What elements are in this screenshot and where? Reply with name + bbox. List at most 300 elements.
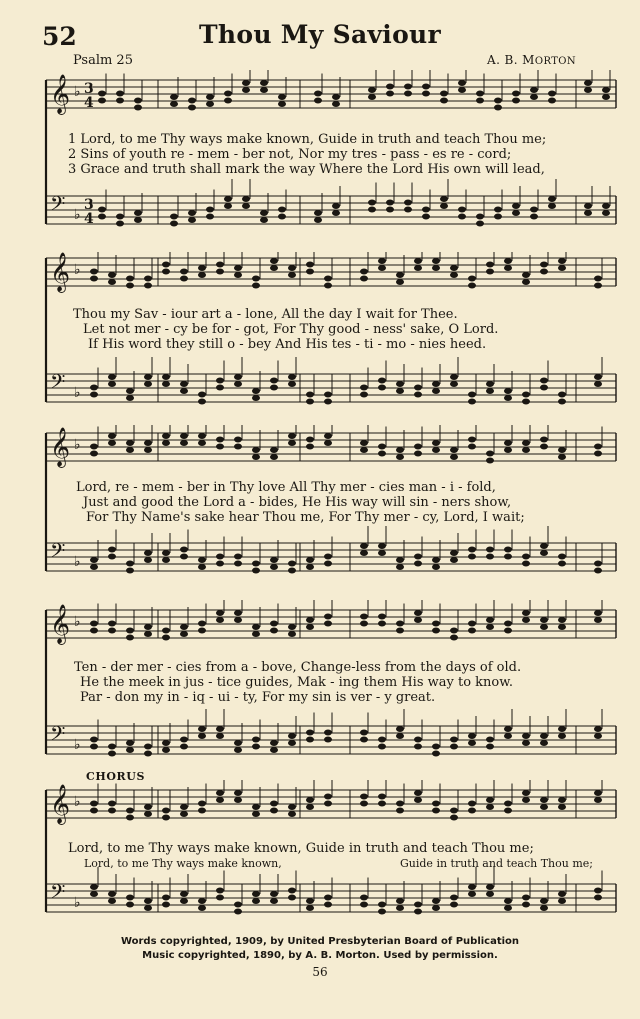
note-head <box>468 276 476 282</box>
note-head <box>224 196 232 202</box>
note-head <box>486 269 494 275</box>
note-head <box>360 543 368 549</box>
note-head <box>180 898 188 904</box>
note-head <box>324 794 332 800</box>
note-head <box>314 98 322 104</box>
note-head <box>360 737 368 743</box>
note-head <box>548 196 556 202</box>
note-head <box>432 751 440 757</box>
verse-line-1: 1 Lord, to me Thy ways make known, Guide in truth and teach Thou me; <box>68 132 547 147</box>
note-head <box>126 283 134 289</box>
note-head <box>144 440 152 446</box>
note-head <box>414 790 422 796</box>
note-head <box>162 740 170 746</box>
note-head <box>396 388 404 394</box>
verse-line-3: 3 Grace and truth shall mark the way Where the Lord His own will lead, <box>68 162 545 177</box>
treble-staff <box>46 252 616 293</box>
note-head <box>558 898 566 904</box>
note-head <box>360 730 368 736</box>
note-head <box>162 381 170 387</box>
note-head <box>432 808 440 814</box>
note-head <box>432 381 440 387</box>
note-head <box>450 550 458 556</box>
music-system-1 <box>38 70 618 260</box>
time-signature-top: 3 <box>84 81 94 97</box>
treble-clef: 𝄞 <box>50 252 71 292</box>
note-head <box>90 621 98 627</box>
note-head <box>306 269 314 275</box>
note-head <box>288 624 296 630</box>
note-head <box>594 276 602 282</box>
note-head <box>360 276 368 282</box>
note-head <box>468 628 476 634</box>
note-head <box>396 279 404 285</box>
note-head <box>306 730 314 736</box>
note-head <box>108 279 116 285</box>
note-head <box>486 804 494 810</box>
note-head <box>260 80 268 86</box>
note-head <box>378 744 386 750</box>
note-head <box>170 101 178 107</box>
note-head <box>504 554 512 560</box>
note-head <box>360 895 368 901</box>
note-head <box>486 388 494 394</box>
note-head <box>324 561 332 567</box>
note-head <box>206 207 214 213</box>
treble-clef: 𝄞 <box>50 784 71 824</box>
note-head <box>288 733 296 739</box>
note-head <box>540 550 548 556</box>
note-head <box>252 804 260 810</box>
note-head <box>414 561 422 567</box>
note-head <box>396 898 404 904</box>
note-head <box>368 87 376 93</box>
note-head <box>486 891 494 897</box>
note-head <box>360 550 368 556</box>
note-head <box>468 740 476 746</box>
note-head <box>162 550 170 556</box>
note-head <box>594 444 602 450</box>
note-head <box>458 214 466 220</box>
note-head <box>144 624 152 630</box>
note-head <box>558 726 566 732</box>
note-head <box>288 631 296 637</box>
note-head <box>378 385 386 391</box>
note-head <box>368 200 376 206</box>
note-head <box>198 905 206 911</box>
note-head <box>558 392 566 398</box>
note-head <box>252 561 260 567</box>
note-head <box>360 801 368 807</box>
note-head <box>450 628 458 634</box>
note-head <box>522 272 530 278</box>
note-head <box>396 381 404 387</box>
note-head <box>216 733 224 739</box>
note-head <box>144 550 152 556</box>
page-number: 56 <box>312 965 328 979</box>
note-head <box>144 744 152 750</box>
note-head <box>180 631 188 637</box>
note-head <box>360 794 368 800</box>
note-head <box>198 628 206 634</box>
note-head <box>126 635 134 641</box>
note-head <box>288 374 296 380</box>
note-head <box>270 628 278 634</box>
note-head <box>504 801 512 807</box>
note-head <box>270 265 278 271</box>
composer-credit <box>487 53 576 67</box>
note-head <box>378 378 386 384</box>
note-head <box>476 98 484 104</box>
note-head <box>422 84 430 90</box>
note-head <box>234 797 242 803</box>
note-head <box>162 440 170 446</box>
note-head <box>288 440 296 446</box>
note-head <box>306 737 314 743</box>
note-head <box>522 279 530 285</box>
note-head <box>540 617 548 623</box>
note-head <box>126 815 134 821</box>
note-head <box>306 262 314 268</box>
note-head <box>432 440 440 446</box>
note-head <box>134 105 142 111</box>
note-head <box>198 801 206 807</box>
note-head <box>602 94 610 100</box>
note-head <box>540 262 548 268</box>
note-head <box>288 433 296 439</box>
note-head <box>252 454 260 460</box>
bass-staff <box>46 357 616 405</box>
note-head <box>198 898 206 904</box>
note-head <box>234 437 242 443</box>
note-head <box>270 385 278 391</box>
note-head <box>558 804 566 810</box>
note-head <box>558 554 566 560</box>
note-head <box>306 437 314 443</box>
note-head <box>144 276 152 282</box>
note-head <box>414 902 422 908</box>
note-head <box>270 808 278 814</box>
note-head <box>108 744 116 750</box>
scripture-reference: Psalm 25 <box>73 53 133 68</box>
note-head <box>90 628 98 634</box>
note-head <box>234 381 242 387</box>
note-head <box>558 258 566 264</box>
note-head <box>116 91 124 97</box>
note-head <box>180 388 188 394</box>
note-head <box>206 214 214 220</box>
note-head <box>540 624 548 630</box>
note-head <box>468 621 476 627</box>
note-head <box>234 374 242 380</box>
note-head <box>288 888 296 894</box>
note-head <box>180 891 188 897</box>
note-head <box>98 98 106 104</box>
note-head <box>584 203 592 209</box>
note-head <box>422 214 430 220</box>
note-head <box>396 801 404 807</box>
note-head <box>252 388 260 394</box>
note-head <box>126 902 134 908</box>
note-head <box>468 554 476 560</box>
note-head <box>504 440 512 446</box>
note-head <box>476 91 484 97</box>
note-head <box>486 624 494 630</box>
note-head <box>206 94 214 100</box>
note-head <box>162 902 170 908</box>
note-head <box>288 895 296 901</box>
note-head <box>558 447 566 453</box>
note-head <box>90 276 98 282</box>
note-head <box>170 214 178 220</box>
note-head <box>126 561 134 567</box>
note-head <box>144 905 152 911</box>
note-head <box>378 737 386 743</box>
note-head <box>116 214 124 220</box>
note-head <box>324 433 332 439</box>
note-head <box>162 269 170 275</box>
note-head <box>396 447 404 453</box>
note-head <box>450 902 458 908</box>
note-head <box>90 269 98 275</box>
note-head <box>216 269 224 275</box>
note-head <box>188 217 196 223</box>
note-head <box>378 794 386 800</box>
note-head <box>486 451 494 457</box>
note-head <box>108 891 116 897</box>
note-head <box>522 399 530 405</box>
composer-initials: A. B. M <box>487 53 535 67</box>
note-head <box>270 801 278 807</box>
note-head <box>234 790 242 796</box>
note-head <box>504 258 512 264</box>
key-signature-flat: ♭ <box>74 554 81 570</box>
note-head <box>224 98 232 104</box>
note-head <box>198 726 206 732</box>
note-head <box>234 265 242 271</box>
note-head <box>486 554 494 560</box>
note-head <box>378 902 386 908</box>
chorus-lyric-echo-b: Guide in truth and teach Thou me; <box>400 857 593 870</box>
note-head <box>414 617 422 623</box>
note-head <box>540 804 548 810</box>
note-head <box>324 801 332 807</box>
note-head <box>378 258 386 264</box>
note-head <box>594 283 602 289</box>
music-copyright: Music copyrighted, 1890, by A. B. Morton. Used by permission. <box>142 950 498 961</box>
note-head <box>252 276 260 282</box>
time-signature-top: 3 <box>84 197 94 213</box>
treble-staff <box>46 780 616 825</box>
note-head <box>360 269 368 275</box>
note-head <box>162 635 170 641</box>
note-head <box>252 568 260 574</box>
note-head <box>98 91 106 97</box>
note-head <box>512 210 520 216</box>
note-head <box>306 392 314 398</box>
note-head <box>450 272 458 278</box>
note-head <box>126 276 134 282</box>
note-head <box>234 740 242 746</box>
note-head <box>432 447 440 453</box>
note-head <box>414 610 422 616</box>
note-head <box>530 87 538 93</box>
note-head <box>270 898 278 904</box>
note-head <box>432 744 440 750</box>
note-head <box>396 726 404 732</box>
note-head <box>396 621 404 627</box>
note-head <box>458 207 466 213</box>
note-head <box>504 265 512 271</box>
bass-clef: 𝄢 <box>50 880 66 908</box>
note-head <box>252 898 260 904</box>
note-head <box>522 740 530 746</box>
note-head <box>396 808 404 814</box>
note-head <box>288 804 296 810</box>
note-head <box>198 557 206 563</box>
note-head <box>162 262 170 268</box>
note-head <box>522 554 530 560</box>
verse-line-2: He the meek in jus - tice guides, Mak - ing them His way to know. <box>80 675 513 690</box>
note-head <box>116 98 124 104</box>
note-head <box>180 554 188 560</box>
note-head <box>270 621 278 627</box>
note-head <box>242 80 250 86</box>
note-head <box>270 378 278 384</box>
key-signature-flat: ♭ <box>74 262 81 278</box>
verse-line-1: Thou my Sav - iour art a - lone, All the day I wait for Thee. <box>73 307 458 322</box>
note-head <box>414 258 422 264</box>
note-head <box>324 283 332 289</box>
note-head <box>504 808 512 814</box>
note-head <box>234 554 242 560</box>
note-head <box>468 808 476 814</box>
note-head <box>180 433 188 439</box>
note-head <box>504 547 512 553</box>
note-head <box>540 444 548 450</box>
note-head <box>378 543 386 549</box>
note-head <box>278 101 286 107</box>
note-head <box>386 200 394 206</box>
note-head <box>224 91 232 97</box>
note-head <box>512 203 520 209</box>
note-head <box>242 196 250 202</box>
note-head <box>252 395 260 401</box>
note-head <box>270 258 278 264</box>
note-head <box>242 203 250 209</box>
note-head <box>468 399 476 405</box>
note-head <box>108 440 116 446</box>
note-head <box>504 395 512 401</box>
note-head <box>180 737 188 743</box>
note-head <box>324 730 332 736</box>
note-head <box>216 385 224 391</box>
note-head <box>522 392 530 398</box>
bass-staff <box>46 526 616 574</box>
hymn-number: 52 <box>42 22 77 51</box>
note-head <box>90 801 98 807</box>
note-head <box>162 808 170 814</box>
note-head <box>288 811 296 817</box>
note-head <box>260 87 268 93</box>
note-head <box>440 203 448 209</box>
verse-line-3: For Thy Name's sake hear Thou me, For Thy mer - cy, Lord, I wait; <box>86 510 525 525</box>
note-head <box>404 207 412 213</box>
note-head <box>396 557 404 563</box>
music-system-3 <box>38 425 618 595</box>
note-head <box>360 614 368 620</box>
note-head <box>594 568 602 574</box>
note-head <box>324 621 332 627</box>
note-head <box>180 276 188 282</box>
note-head <box>252 737 260 743</box>
note-head <box>432 621 440 627</box>
music-system-2 <box>38 252 618 422</box>
note-head <box>450 447 458 453</box>
note-head <box>468 283 476 289</box>
note-head <box>252 283 260 289</box>
note-head <box>414 909 422 915</box>
note-head <box>198 272 206 278</box>
note-head <box>90 385 98 391</box>
note-head <box>432 898 440 904</box>
note-head <box>396 564 404 570</box>
note-head <box>108 751 116 757</box>
note-head <box>90 744 98 750</box>
note-head <box>594 888 602 894</box>
note-head <box>504 628 512 634</box>
note-head <box>252 631 260 637</box>
note-head <box>332 94 340 100</box>
note-head <box>602 203 610 209</box>
note-head <box>306 557 314 563</box>
note-head <box>558 733 566 739</box>
note-head <box>450 557 458 563</box>
treble-staff <box>46 600 616 645</box>
note-head <box>162 747 170 753</box>
note-head <box>216 554 224 560</box>
note-head <box>126 395 134 401</box>
note-head <box>314 210 322 216</box>
note-head <box>144 557 152 563</box>
note-head <box>558 454 566 460</box>
note-head <box>378 801 386 807</box>
note-head <box>504 898 512 904</box>
note-head <box>378 550 386 556</box>
note-head <box>558 624 566 630</box>
note-head <box>486 262 494 268</box>
note-head <box>252 744 260 750</box>
note-head <box>414 444 422 450</box>
note-head <box>594 451 602 457</box>
note-head <box>162 628 170 634</box>
note-head <box>126 740 134 746</box>
note-head <box>126 895 134 901</box>
note-head <box>216 790 224 796</box>
note-head <box>216 726 224 732</box>
note-head <box>234 909 242 915</box>
note-head <box>198 733 206 739</box>
key-signature-flat: ♭ <box>74 614 81 630</box>
note-head <box>126 628 134 634</box>
note-head <box>414 554 422 560</box>
treble-clef: 𝄞 <box>50 74 71 114</box>
note-head <box>90 451 98 457</box>
note-head <box>288 561 296 567</box>
note-head <box>144 447 152 453</box>
time-signature-bottom: 4 <box>84 95 94 111</box>
note-head <box>270 564 278 570</box>
